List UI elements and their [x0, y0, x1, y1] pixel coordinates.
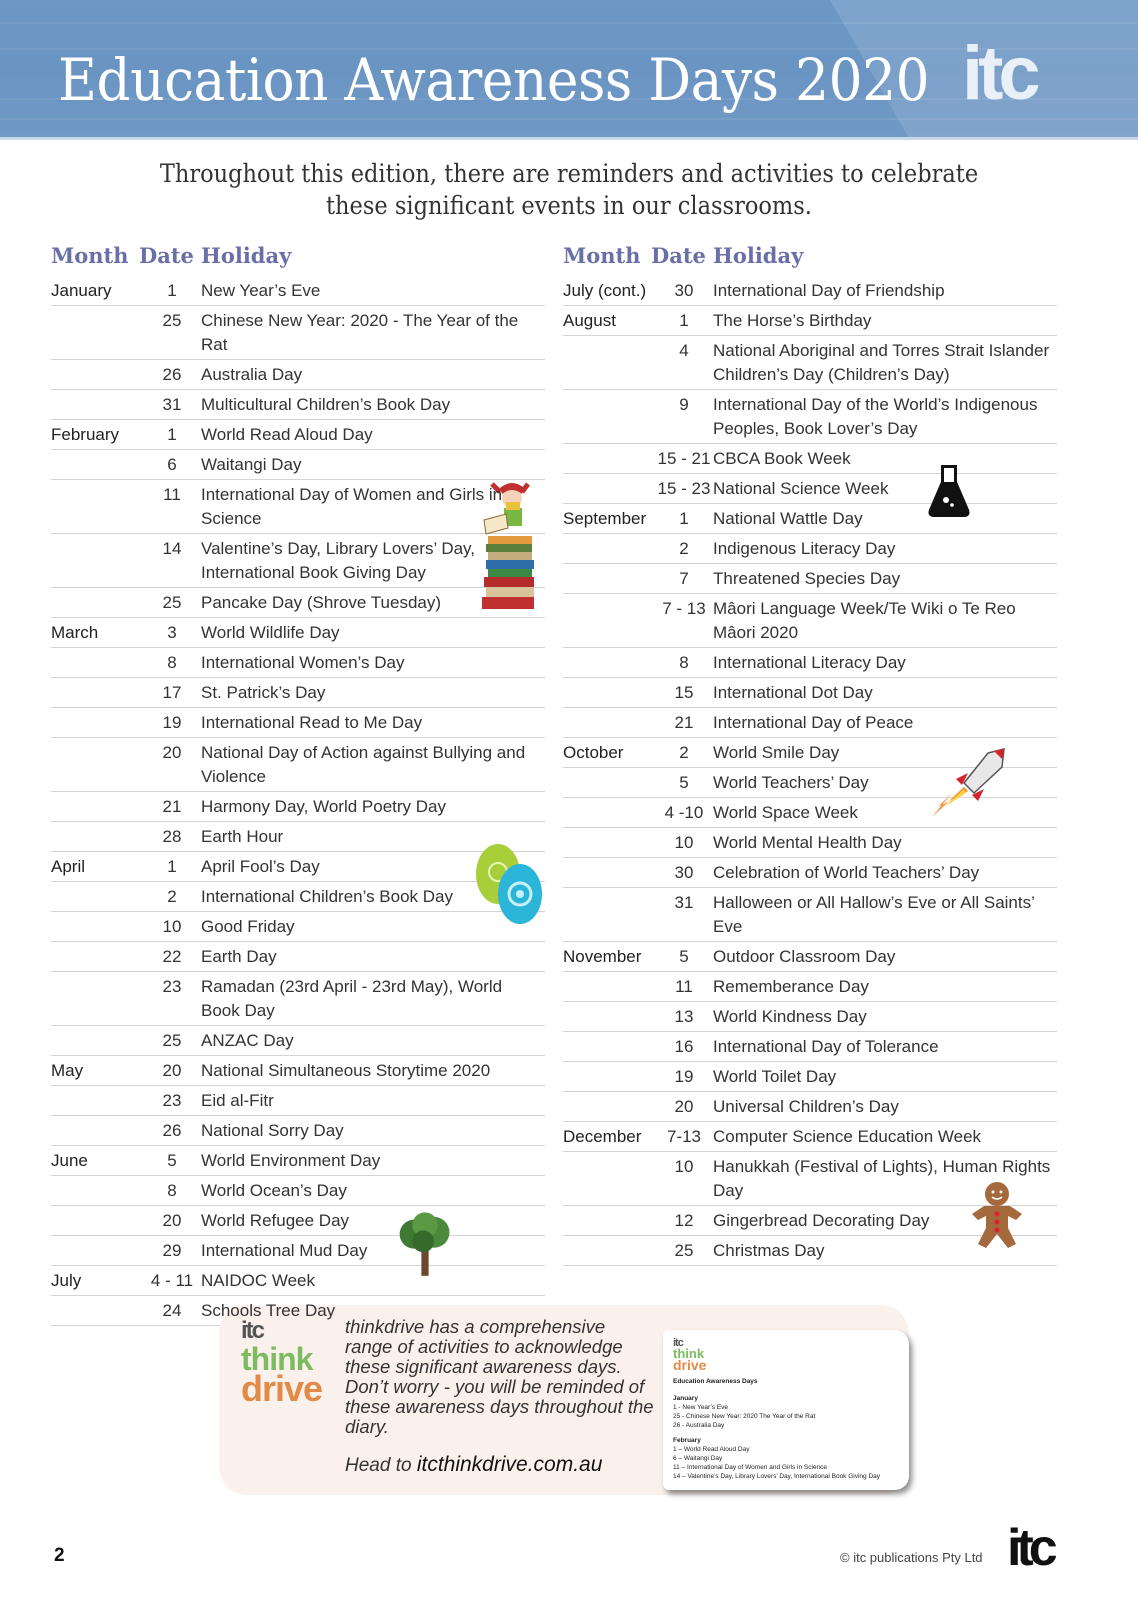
row-month	[563, 711, 655, 735]
row-holiday: Mâori Language Week/Te Wiki o Te Reo Mâori 2020	[713, 599, 1016, 642]
row-month	[563, 1035, 655, 1059]
row-holiday: Rememberance Day	[713, 977, 869, 996]
row-date: 15 - 23	[657, 479, 711, 498]
table-row	[51, 1086, 545, 1116]
table-row	[563, 648, 1057, 678]
row-holiday: National Aboriginal and Torres Strait Islander Children’s Day (Children’s Day)	[713, 341, 1050, 384]
row-month	[51, 1299, 143, 1323]
row-date: 1	[167, 281, 177, 300]
header-month: Month	[51, 242, 129, 268]
row-month	[563, 801, 655, 825]
row-month	[563, 1005, 655, 1029]
row-holiday: International Children’s Book Day	[201, 887, 453, 906]
table-row	[51, 942, 545, 972]
table-row	[51, 1236, 545, 1266]
row-holiday: National Simultaneous Storytime 2020	[201, 1061, 491, 1080]
row-holiday: World Refugee Day	[201, 1211, 350, 1230]
row-month	[563, 1095, 655, 1119]
table-row	[51, 882, 545, 912]
row-month	[51, 945, 143, 969]
card-item: 1 – World Read Aloud Day	[673, 1446, 750, 1453]
table-row	[51, 588, 545, 618]
row-month	[51, 975, 143, 1023]
row-date: 3	[167, 623, 177, 642]
table-row	[563, 942, 1057, 972]
row-holiday: International Day of the World’s Indigenous Peoples, Book Lover’s Day	[713, 395, 1038, 438]
table-row	[51, 480, 545, 534]
table-row	[51, 822, 545, 852]
row-month	[51, 591, 143, 615]
row-date: 28	[162, 827, 182, 846]
promo-link-prefix: Head to	[345, 1455, 412, 1476]
row-month	[563, 567, 655, 591]
header-date: Date	[139, 242, 194, 268]
row-date: 21	[162, 797, 182, 816]
row-month: August	[563, 311, 616, 330]
row-date: 20	[674, 1097, 694, 1116]
logo-think-text: think	[241, 1341, 313, 1377]
row-month	[51, 825, 143, 849]
row-holiday: Earth Hour	[201, 827, 284, 846]
row-month	[51, 483, 143, 531]
row-month	[563, 393, 655, 441]
row-month: June	[51, 1151, 88, 1170]
row-month: November	[563, 947, 642, 966]
row-holiday: Multicultural Children’s Book Day	[201, 395, 451, 414]
table-row	[563, 1002, 1057, 1032]
row-date: 22	[162, 947, 182, 966]
table-row	[563, 276, 1057, 306]
row-date: 14	[162, 539, 182, 558]
row-date: 25	[162, 593, 182, 612]
row-holiday: Celebration of World Teachers’ Day	[713, 863, 980, 882]
row-date: 19	[162, 713, 182, 732]
table-row	[563, 474, 1057, 504]
table-row	[563, 336, 1057, 390]
row-month	[563, 771, 655, 795]
table-row	[563, 1062, 1057, 1092]
row-date: 4 -10	[664, 803, 704, 822]
card-month: January	[673, 1395, 698, 1402]
row-month	[563, 1239, 655, 1263]
table-row	[51, 972, 545, 1026]
row-date: 23	[162, 977, 182, 996]
card-logo-itc: itc	[673, 1337, 683, 1349]
row-month	[563, 861, 655, 885]
row-holiday: International Mud Day	[201, 1241, 368, 1260]
row-month	[51, 915, 143, 939]
row-month	[51, 393, 143, 417]
row-holiday: International Day of Friendship	[713, 281, 945, 300]
table-row	[51, 276, 545, 306]
card-month: February	[673, 1437, 701, 1444]
row-date: 1	[167, 857, 177, 876]
page-title: Education Awareness Days 2020	[58, 46, 930, 114]
table-row	[51, 1296, 545, 1326]
row-month: September	[563, 509, 647, 528]
row-holiday: New Year’s Eve	[201, 281, 321, 300]
row-date: 15 - 21	[657, 449, 711, 468]
row-date: 7	[679, 569, 689, 588]
table-row	[563, 1092, 1057, 1122]
row-date: 16	[674, 1037, 694, 1056]
table-row	[563, 888, 1057, 942]
table-row	[563, 678, 1057, 708]
row-holiday: Chinese New Year: 2020 - The Year of the Rat	[201, 311, 519, 354]
row-month	[51, 453, 143, 477]
row-holiday: National Day of Action against Bullying and Violence	[201, 743, 526, 786]
row-month	[563, 339, 655, 387]
table-row	[563, 798, 1057, 828]
table-row	[51, 1056, 545, 1086]
row-date: 24	[162, 1301, 182, 1320]
itc-logo: itc	[962, 31, 1036, 116]
card-title: Education Awareness Days	[673, 1378, 758, 1385]
row-date: 1	[679, 509, 689, 528]
table-row	[563, 1206, 1057, 1236]
card-logo-think: think	[673, 1346, 705, 1361]
table-row	[563, 1032, 1057, 1062]
row-date: 8	[167, 653, 177, 672]
table-row	[51, 1116, 545, 1146]
table-row	[51, 648, 545, 678]
table-row	[51, 1176, 545, 1206]
table-row	[563, 534, 1057, 564]
table-row	[563, 768, 1057, 798]
thinkdrive-preview-card	[663, 1330, 909, 1490]
row-date: 4	[679, 341, 689, 360]
table-header	[563, 234, 1057, 276]
table-row	[51, 450, 545, 480]
table-row	[51, 852, 545, 882]
row-holiday: World Ocean’s Day	[201, 1181, 347, 1200]
row-month	[563, 681, 655, 705]
row-holiday: Universal Children’s Day	[713, 1097, 899, 1116]
row-month	[51, 885, 143, 909]
row-holiday: Outdoor Classroom Day	[713, 947, 896, 966]
row-date: 7-13	[666, 1127, 702, 1146]
promo-text: thinkdrive has a comprehensive range of activities to acknowledge these significant awareness days. Don’t worry - you will be reminded of these awareness days throughout the diary.	[345, 1316, 654, 1437]
row-date: 6	[167, 455, 177, 474]
row-holiday: Schools Tree Day	[201, 1301, 336, 1320]
row-month	[563, 1065, 655, 1089]
row-holiday: Waitangi Day	[201, 455, 302, 474]
row-date: 17	[162, 683, 182, 702]
row-holiday: World Space Week	[713, 803, 858, 822]
row-month	[51, 363, 143, 387]
row-month	[563, 477, 655, 501]
row-month: March	[51, 623, 99, 642]
row-date: 23	[162, 1091, 182, 1110]
row-date: 30	[674, 281, 694, 300]
row-date: 20	[162, 1211, 182, 1230]
card-logo-drive: drive	[673, 1357, 707, 1373]
table-row	[51, 678, 545, 708]
row-date: 13	[674, 1007, 694, 1026]
row-date: 20	[162, 743, 182, 762]
card-item: 6 – Waitangi Day	[673, 1455, 723, 1462]
card-item: 25 - Chinese New Year: 2020 The Year of the Rat	[673, 1413, 816, 1420]
row-holiday: World Kindness Day	[713, 1007, 867, 1026]
row-holiday: Valentine’s Day, Library Lovers’ Day, International Book Giving Day	[201, 539, 476, 582]
row-month	[563, 447, 655, 471]
row-month	[51, 681, 143, 705]
card-body	[673, 1394, 899, 1481]
logo-drive-text: drive	[241, 1368, 323, 1409]
row-month: July	[51, 1271, 82, 1290]
row-date: 5	[167, 1151, 177, 1170]
row-holiday: Gingerbread Decorating Day	[713, 1211, 930, 1230]
row-date: 26	[162, 365, 182, 384]
row-date: 19	[674, 1067, 694, 1086]
row-month: May	[51, 1061, 84, 1080]
row-holiday: International Dot Day	[713, 683, 873, 702]
row-month	[563, 1155, 655, 1203]
row-month	[51, 1029, 143, 1053]
row-month	[563, 975, 655, 999]
table-row	[563, 1236, 1057, 1266]
row-holiday: Good Friday	[201, 917, 295, 936]
table-row	[51, 306, 545, 360]
row-date: 15	[674, 683, 694, 702]
row-month	[563, 891, 655, 939]
row-date: 4 - 11	[150, 1271, 194, 1290]
row-date: 9	[679, 395, 689, 414]
row-month: February	[51, 425, 120, 444]
table-row	[51, 618, 545, 648]
row-holiday: World Environment Day	[201, 1151, 381, 1170]
promo-link[interactable]: itcthinkdrive.com.au	[416, 1453, 603, 1476]
card-item: 26 - Australia Day	[673, 1422, 725, 1429]
row-holiday: International Read to Me Day	[201, 713, 423, 732]
row-holiday: The Horse’s Birthday	[713, 311, 872, 330]
card-item: 1 - New Year’s Eve	[673, 1404, 729, 1411]
row-date: 30	[674, 863, 694, 882]
row-date: 10	[674, 833, 694, 852]
row-holiday: Pancake Day (Shrove Tuesday)	[201, 593, 442, 612]
row-date: 21	[674, 713, 694, 732]
copyright: © itc publications Pty Ltd	[840, 1550, 983, 1565]
row-date: 20	[162, 1061, 182, 1080]
row-holiday: Eid al-Fitr	[201, 1091, 274, 1110]
row-holiday: National Wattle Day	[713, 509, 863, 528]
table-row	[51, 420, 545, 450]
row-month	[51, 537, 143, 585]
table-body	[563, 276, 1057, 1266]
row-holiday: International Day of Women and Girls in Science	[201, 485, 503, 528]
row-holiday: Computer Science Education Week	[713, 1127, 982, 1146]
table-row	[51, 1266, 545, 1296]
footer-itc-logo: itc	[1007, 1519, 1053, 1577]
table-row	[563, 306, 1057, 336]
row-month	[51, 651, 143, 675]
row-date: 1	[167, 425, 177, 444]
table-row	[51, 792, 545, 822]
row-date: 31	[162, 395, 182, 414]
table-row	[563, 1122, 1057, 1152]
row-date: 12	[674, 1211, 694, 1230]
table-row	[563, 738, 1057, 768]
row-holiday: Indigenous Literacy Day	[713, 539, 896, 558]
thinkdrive-logo	[241, 1317, 331, 1409]
table-header	[51, 234, 545, 276]
table-row	[51, 708, 545, 738]
awareness-table-right	[563, 234, 1057, 1266]
row-month	[51, 1179, 143, 1203]
table-row	[563, 828, 1057, 858]
table-row	[563, 390, 1057, 444]
intro-text: Throughout this edition, there are reminders and activities to celebrate these significant events in our classrooms.	[159, 159, 979, 220]
header-banner	[0, 0, 1138, 140]
row-holiday: Christmas Day	[713, 1241, 825, 1260]
row-month	[563, 831, 655, 855]
row-date: 1	[679, 311, 689, 330]
row-month	[51, 1119, 143, 1143]
row-holiday: Harmony Day, World Poetry Day	[201, 797, 446, 816]
table-row	[51, 738, 545, 792]
row-holiday: International Women’s Day	[201, 653, 405, 672]
page-number: 2	[54, 1545, 65, 1566]
row-date: 7 - 13	[662, 599, 706, 618]
row-holiday: World Toilet Day	[713, 1067, 837, 1086]
row-month	[51, 1089, 143, 1113]
card-item: 11 – International Day of Women and Girls in Science	[673, 1464, 828, 1471]
row-holiday: April Fool’s Day	[201, 857, 320, 876]
row-date: 5	[679, 947, 689, 966]
row-month	[563, 1209, 655, 1233]
table-row	[51, 1026, 545, 1056]
row-month	[51, 1209, 143, 1233]
table-row	[563, 858, 1057, 888]
row-date: 8	[679, 653, 689, 672]
row-month: October	[563, 743, 624, 762]
header-date: Date	[651, 242, 706, 268]
row-date: 11	[675, 977, 693, 996]
row-holiday: International Literacy Day	[713, 653, 906, 672]
table-row	[563, 972, 1057, 1002]
table-row	[51, 360, 545, 390]
row-holiday: World Read Aloud Day	[201, 425, 373, 444]
table-row	[563, 594, 1057, 648]
table-body	[51, 276, 545, 1326]
row-date: 25	[674, 1241, 694, 1260]
row-month	[51, 795, 143, 819]
row-month	[563, 537, 655, 561]
row-holiday: World Mental Health Day	[713, 833, 902, 852]
row-holiday: National Sorry Day	[201, 1121, 344, 1140]
row-date: 31	[674, 893, 694, 912]
table-row	[563, 564, 1057, 594]
row-date: 11	[163, 485, 181, 504]
row-holiday: National Science Week	[713, 479, 889, 498]
row-month	[51, 309, 143, 357]
row-month	[51, 711, 143, 735]
row-month: April	[51, 857, 86, 876]
row-holiday: Ramadan (23rd April - 23rd May), World Book Day	[201, 977, 503, 1020]
row-month	[563, 651, 655, 675]
table-row	[51, 1206, 545, 1236]
row-holiday: International Day of Tolerance	[713, 1037, 939, 1056]
row-holiday: Earth Day	[201, 947, 277, 966]
row-month	[51, 1239, 143, 1263]
table-row	[563, 708, 1057, 738]
row-date: 2	[167, 887, 177, 906]
row-holiday: St. Patrick’s Day	[201, 683, 326, 702]
table-row	[51, 390, 545, 420]
row-month: December	[563, 1127, 642, 1146]
row-holiday: World Teachers’ Day	[713, 773, 869, 792]
row-holiday: Hanukkah (Festival of Lights), Human Rights Day	[713, 1157, 1051, 1200]
table-row	[51, 912, 545, 942]
row-holiday: World Wildlife Day	[201, 623, 340, 642]
table-row	[51, 534, 545, 588]
row-holiday: Australia Day	[201, 365, 303, 384]
row-month: July (cont.)	[563, 281, 647, 300]
row-date: 29	[162, 1241, 182, 1260]
header-holiday: Holiday	[201, 242, 292, 268]
row-date: 8	[167, 1181, 177, 1200]
table-row	[563, 444, 1057, 474]
promo-link-line	[345, 1453, 602, 1477]
row-holiday: ANZAC Day	[201, 1031, 294, 1050]
row-month: January	[51, 281, 112, 300]
row-holiday: Threatened Species Day	[713, 569, 901, 588]
row-holiday: CBCA Book Week	[713, 449, 851, 468]
row-date: 26	[162, 1121, 182, 1140]
awareness-table-left	[51, 234, 545, 1326]
row-date: 2	[679, 743, 689, 762]
table-row	[51, 1146, 545, 1176]
row-month	[563, 597, 655, 645]
table-row	[563, 504, 1057, 534]
row-holiday: Halloween or All Hallow’s Eve or All Saints’ Eve	[713, 893, 1035, 936]
row-date: 5	[679, 773, 689, 792]
row-date: 2	[679, 539, 689, 558]
row-holiday: NAIDOC Week	[201, 1271, 315, 1290]
row-date: 10	[674, 1157, 694, 1176]
card-item: 14 – Valentine’s Day, Library Lovers’ Day, International Book Giving Day	[673, 1473, 881, 1480]
row-month	[51, 741, 143, 789]
row-holiday: World Smile Day	[713, 743, 840, 762]
header-month: Month	[563, 242, 641, 268]
row-date: 10	[162, 917, 182, 936]
row-holiday: International Day of Peace	[713, 713, 914, 732]
logo-itc-text: itc	[241, 1317, 264, 1344]
header-holiday: Holiday	[713, 242, 804, 268]
row-date: 25	[162, 311, 182, 330]
row-date: 25	[162, 1031, 182, 1050]
table-row	[563, 1152, 1057, 1206]
